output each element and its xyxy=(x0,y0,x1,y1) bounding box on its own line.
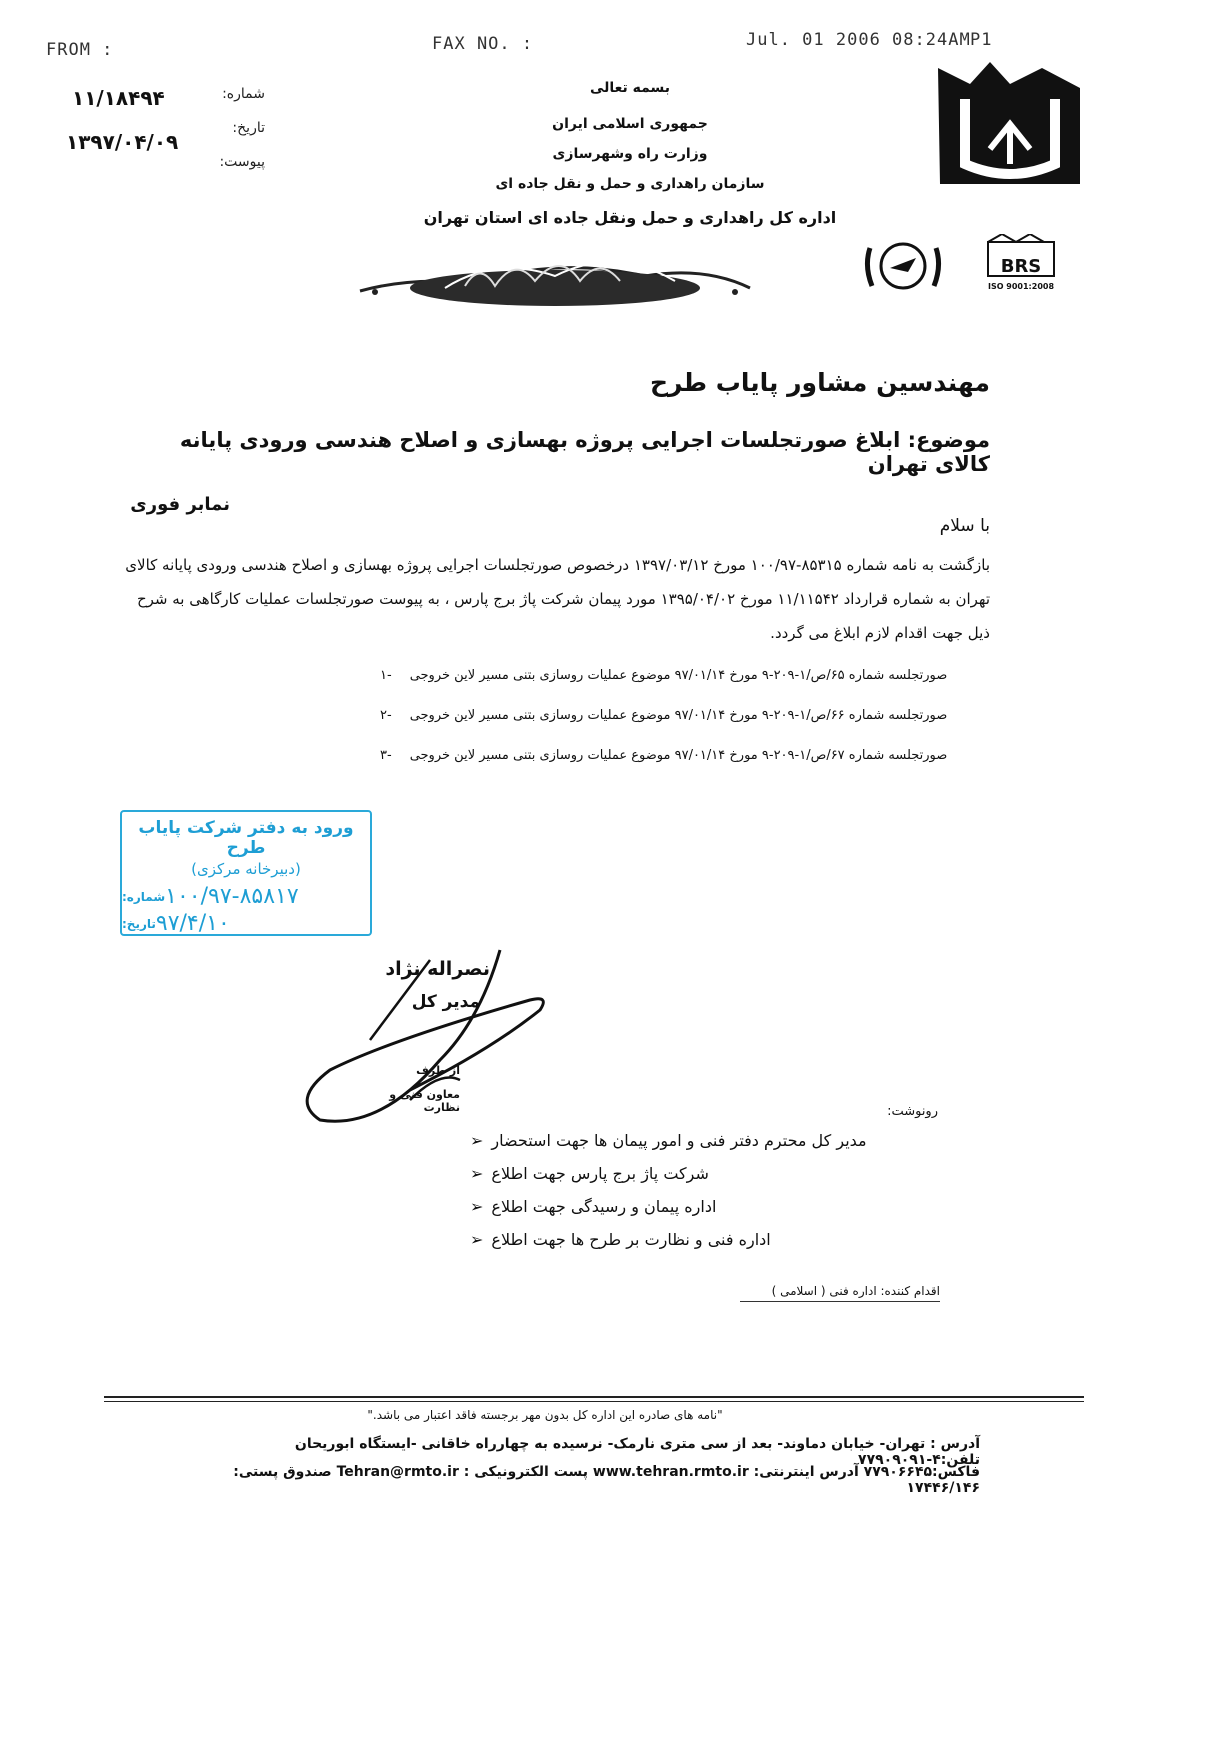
brs-certification-logo xyxy=(982,234,1060,298)
stamp-number-label: شماره: xyxy=(122,889,166,904)
number-value: ۱۱/۱۸۴۹۴ xyxy=(72,86,165,110)
stamp-title: ورود به دفتر شرکت پایاب طرح xyxy=(138,818,354,858)
list-item-number: -۱ xyxy=(380,668,392,683)
received-stamp xyxy=(120,810,372,936)
calligraphy-banner-emblem xyxy=(355,236,755,316)
iso-wreath-logo xyxy=(860,238,946,294)
stamp-date-value: ۹۷/۴/۱۰ xyxy=(155,911,230,936)
footer-address: آدرس : تهران- خیابان دماوند- بعد از سی متری نارمک- نرسیده به چهارراه خاقانی -ایستگاه ابوریحان تلفن:۴-۷۷۹۰۹۰۹۱ xyxy=(294,1436,980,1468)
date-label: تاریخ: xyxy=(232,120,265,136)
cc-label: رونوشت: xyxy=(887,1104,938,1119)
fax-datetime: Jul. 01 2006 08:24AM xyxy=(746,30,971,50)
checkmark-arrow-icon: ➢ xyxy=(470,1230,484,1249)
cc-item-text: مدیر کل محترم دفتر فنی و امور پیمان ها جهت استحضار xyxy=(491,1131,867,1150)
fax-from: FROM : xyxy=(46,40,114,60)
list-item xyxy=(380,748,970,788)
cc-list xyxy=(470,1124,900,1256)
signatory-name: نصراله نژاد xyxy=(385,958,490,980)
cc-item-text: اداره فنی و نظارت بر طرح ها جهت اطلاع xyxy=(491,1230,771,1249)
list-item-text: صورتجلسه شماره ۶۷/ص/۱-۲۰۹-۹ مورخ ۹۷/۰۱/۱۴ موضوع عملیات روسازی بتنی مسیر لاین خروجی xyxy=(409,748,948,763)
brs-text: BRS xyxy=(1000,256,1042,277)
cc-item-text: اداره پیمان و رسیدگی جهت اطلاع xyxy=(491,1197,717,1216)
stamp-number-value: ۱۰۰/۹۷-۸۵۸۱۷ xyxy=(165,884,299,909)
list-item xyxy=(380,708,970,748)
stamp-date-label: تاریخ: xyxy=(122,916,156,931)
cc-item-text: شرکت پاژ برج پارس جهت اطلاع xyxy=(491,1164,709,1183)
list-item-number: -۳ xyxy=(380,748,392,763)
list-item xyxy=(380,668,970,708)
fax-page: P1 xyxy=(970,30,993,50)
letterhead-invocation: بسمه تعالی xyxy=(589,80,671,96)
checkmark-arrow-icon: ➢ xyxy=(470,1164,484,1183)
list-item-text: صورتجلسه شماره ۶۶/ص/۱-۲۰۹-۹ مورخ ۹۷/۰۱/۱۴ موضوع عملیات روسازی بتنی مسیر لاین خروجی xyxy=(409,708,948,723)
body-line-2: تهران به شماره قرارداد ۱۱/۱۱۵۴۲ مورخ ۱۳۹۵/۰۴/۰۲ مورد پیمان شرکت پاژ برج پارس ، به پیوست صورتجلسات عملیات کارگاهی به شرح xyxy=(136,590,990,608)
on-behalf-label: از طرف xyxy=(416,1064,460,1077)
recipient-title: مهندسین مشاور پایاب طرح xyxy=(649,368,990,397)
footer-divider-thin xyxy=(104,1401,1084,1402)
body-line-1: بازگشت به نامه شماره ۸۵۳۱۵-۱۰۰/۹۷ مورخ ۱۳۹۷/۰۳/۱۲ درخصوص صورتجلسات اجرایی پروژه بهسازی و اصلاح هندسی ورودی پایانه کالای xyxy=(125,556,990,574)
letterhead-line-1: جمهوری اسلامی ایران xyxy=(552,116,708,132)
iso-text: ISO 9001:2008 xyxy=(987,282,1055,291)
checkmark-arrow-icon: ➢ xyxy=(470,1131,484,1150)
number-label: شماره: xyxy=(222,86,265,102)
deputy-title: معاون فنی و نظارت xyxy=(389,1088,460,1114)
cc-item xyxy=(470,1157,900,1190)
body-line-3: ذیل جهت اقدام لازم ابلاغ می گردد. xyxy=(770,624,990,642)
cc-item xyxy=(470,1223,900,1256)
urgent-fax-label: نمابر فوری xyxy=(130,494,230,515)
minutes-list xyxy=(380,668,970,788)
greeting: با سلام xyxy=(939,516,990,536)
fax-number: FAX NO. : xyxy=(432,34,534,54)
cc-item xyxy=(470,1124,900,1157)
subject-line: موضوع: ابلاغ صورتجلسات اجرایی پروژه بهسازی و اصلاح هندسی ورودی پایانه کالای تهران xyxy=(179,428,990,476)
organization-logo xyxy=(930,54,1090,194)
list-item-text: صورتجلسه شماره ۶۵/ص/۱-۲۰۹-۹ مورخ ۹۷/۰۱/۱۴ موضوع عملیات روسازی بتنی مسیر لاین خروجی xyxy=(409,668,948,683)
footer-divider xyxy=(104,1396,1084,1398)
letterhead-line-4: اداره کل راهداری و حمل ونقل جاده ای استان تهران xyxy=(423,208,837,227)
brs-building-icon xyxy=(982,234,1060,278)
stamp-subtitle: (دبیرخانه مرکزی) xyxy=(191,860,301,878)
footer-contact: فاکس:۷۷۹۰۶۶۴۵ آدرس اینترنتی: www.tehran.rmto.ir پست الکترونیکی : Tehran@rmto.ir صندوق پستی: ۱۷۴۴۶/۱۴۶ xyxy=(233,1464,980,1496)
footer-notice: "نامه های صادره این اداره کل بدون مهر برجسته فاقد اعتبار می باشد." xyxy=(367,1408,723,1422)
list-item-number: -۲ xyxy=(380,708,392,723)
signatory-role: مدیر کل xyxy=(411,992,480,1012)
letterhead-line-3: سازمان راهداری و حمل و نقل جاده ای xyxy=(495,176,765,192)
cc-item xyxy=(470,1190,900,1223)
body-paragraph xyxy=(110,548,990,650)
action-by: اقدام کننده: اداره فنی ( اسلامی ) xyxy=(740,1284,940,1302)
attachment-label: پیوست: xyxy=(219,154,265,170)
checkmark-arrow-icon: ➢ xyxy=(470,1197,484,1216)
date-value: ۱۳۹۷/۰۴/۰۹ xyxy=(66,130,179,154)
letterhead-line-2: وزارت راه وشهرسازی xyxy=(552,146,708,162)
